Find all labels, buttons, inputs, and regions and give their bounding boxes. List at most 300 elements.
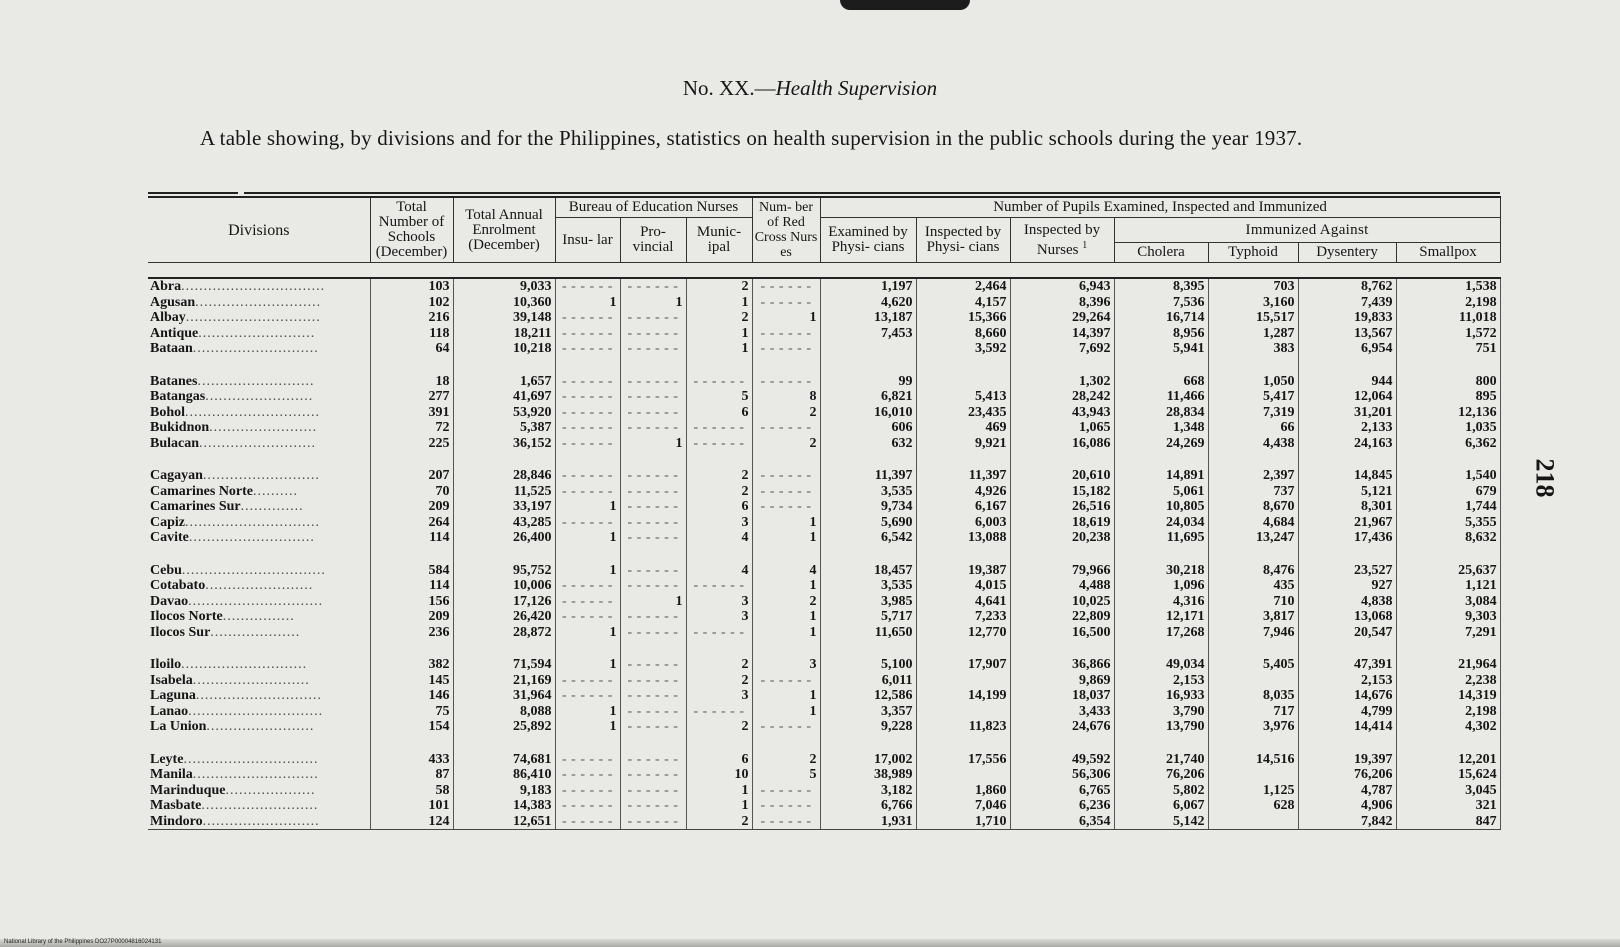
smallpox-cell: 8,632 bbox=[1396, 530, 1500, 546]
spacer-cell bbox=[820, 451, 916, 468]
schools-cell: 64 bbox=[370, 341, 453, 357]
spacer-cell bbox=[620, 451, 686, 468]
smallpox-cell: 11,018 bbox=[1396, 310, 1500, 326]
typhoid-cell: 7,946 bbox=[1208, 625, 1298, 641]
provincial-blank-cell: - - - - - - bbox=[620, 484, 686, 500]
spacer-cell bbox=[1396, 451, 1500, 468]
cholera-cell: 12,171 bbox=[1114, 609, 1208, 625]
spacer-cell bbox=[370, 546, 453, 563]
spacer-cell bbox=[686, 451, 752, 468]
municipal-cell: 2 bbox=[686, 657, 752, 673]
dysentery-cell: 4,799 bbox=[1298, 704, 1396, 720]
cholera-cell: 8,395 bbox=[1114, 278, 1208, 295]
spacer-cell bbox=[555, 735, 620, 752]
typhoid-cell: 8,670 bbox=[1208, 499, 1298, 515]
provincial-blank-cell: - - - - - - bbox=[620, 468, 686, 484]
leader-dots: ............................ bbox=[192, 341, 319, 356]
insular-cell: 1 bbox=[555, 530, 620, 546]
page-edge-shadow bbox=[840, 0, 970, 10]
header-immunized-group: Immunized Against bbox=[1114, 218, 1500, 243]
leader-dots: .............................. bbox=[188, 703, 324, 719]
division-name: Bulacan bbox=[150, 435, 200, 451]
inspected-nurses-cell: 79,966 bbox=[1010, 563, 1114, 579]
red-cross-blank-cell: - - - - - - bbox=[752, 484, 820, 500]
division-name: Leyte bbox=[150, 751, 184, 767]
header-dysentery: Dysentery bbox=[1298, 243, 1396, 263]
table-row bbox=[148, 436, 1500, 452]
red-cross-blank-cell: - - - - - - bbox=[752, 278, 820, 295]
insular-blank-cell: - - - - - - bbox=[555, 341, 620, 357]
table-row bbox=[148, 752, 1500, 768]
cholera-cell: 3,790 bbox=[1114, 704, 1208, 720]
dysentery-cell: 13,068 bbox=[1298, 609, 1396, 625]
typhoid-cell: 14,516 bbox=[1208, 752, 1298, 768]
examined-physicians-cell: 3,535 bbox=[820, 484, 916, 500]
spacer-cell bbox=[1298, 640, 1396, 657]
division-cell bbox=[148, 499, 370, 515]
examined-physicians-cell: 3,182 bbox=[820, 783, 916, 799]
division-name: Davao bbox=[150, 593, 189, 609]
page-bottom-edge bbox=[0, 939, 1620, 947]
enrolment-cell: 53,920 bbox=[453, 405, 555, 421]
table-row bbox=[148, 767, 1500, 783]
health-supervision-table bbox=[148, 196, 1501, 830]
spacer-cell bbox=[555, 640, 620, 657]
smallpox-cell: 4,302 bbox=[1396, 719, 1500, 735]
insular-cell: 1 bbox=[555, 625, 620, 641]
municipal-cell: 4 bbox=[686, 530, 752, 546]
inspected-nurses-cell: 20,238 bbox=[1010, 530, 1114, 546]
division-cell bbox=[148, 278, 370, 295]
insular-cell: 1 bbox=[555, 295, 620, 311]
cholera-cell: 16,714 bbox=[1114, 310, 1208, 326]
smallpox-cell: 21,964 bbox=[1396, 657, 1500, 673]
table-row bbox=[148, 563, 1500, 579]
enrolment-cell: 10,006 bbox=[453, 578, 555, 594]
table-row bbox=[148, 688, 1500, 704]
typhoid-cell: 717 bbox=[1208, 704, 1298, 720]
cholera-cell: 13,790 bbox=[1114, 719, 1208, 735]
leader-dots: .......................... bbox=[192, 672, 310, 688]
header-divisions: Divisions bbox=[148, 197, 370, 263]
enrolment-cell: 14,383 bbox=[453, 798, 555, 814]
dysentery-cell: 19,397 bbox=[1298, 752, 1396, 768]
examined-physicians-cell: 7,453 bbox=[820, 326, 916, 342]
inspected-physicians-cell bbox=[916, 767, 1010, 783]
spacer-cell bbox=[1208, 357, 1298, 374]
cholera-cell: 14,891 bbox=[1114, 468, 1208, 484]
dysentery-cell: 13,567 bbox=[1298, 326, 1396, 342]
dysentery-cell: 31,201 bbox=[1298, 405, 1396, 421]
header-schools: Total Number of Schools (December) bbox=[370, 197, 453, 263]
spacer-cell bbox=[820, 357, 916, 374]
page-number: 218 bbox=[1530, 458, 1560, 498]
insular-cell: 1 bbox=[555, 704, 620, 720]
enrolment-cell: 74,681 bbox=[453, 752, 555, 768]
schools-cell: 87 bbox=[370, 767, 453, 783]
examined-physicians-cell: 4,620 bbox=[820, 295, 916, 311]
spacer-cell bbox=[686, 546, 752, 563]
group-spacer bbox=[148, 357, 1500, 374]
division-cell bbox=[148, 436, 370, 452]
leader-dots: .......................... bbox=[199, 435, 317, 451]
spacer-cell bbox=[620, 357, 686, 374]
smallpox-cell: 15,624 bbox=[1396, 767, 1500, 783]
examined-physicians-cell: 16,010 bbox=[820, 405, 916, 421]
municipal-cell: 1 bbox=[686, 295, 752, 311]
division-cell bbox=[148, 657, 370, 673]
dysentery-cell: 14,414 bbox=[1298, 719, 1396, 735]
enrolment-cell: 86,410 bbox=[453, 767, 555, 783]
header-red-cross: Num- ber of Red Cross Nurs es bbox=[752, 197, 820, 263]
dysentery-cell: 7,842 bbox=[1298, 814, 1396, 830]
municipal-cell: 10 bbox=[686, 767, 752, 783]
inspected-nurses-cell: 22,809 bbox=[1010, 609, 1114, 625]
provincial-blank-cell: - - - - - - bbox=[620, 673, 686, 689]
typhoid-cell: 4,438 bbox=[1208, 436, 1298, 452]
cholera-cell: 8,956 bbox=[1114, 326, 1208, 342]
municipal-cell: 3 bbox=[686, 594, 752, 610]
leader-dots: ................ bbox=[222, 609, 295, 624]
red-cross-cell: 1 bbox=[752, 704, 820, 720]
leader-dots: .......................... bbox=[201, 798, 319, 813]
schools-cell: 145 bbox=[370, 673, 453, 689]
spacer-cell bbox=[1396, 357, 1500, 374]
insular-cell: 1 bbox=[555, 657, 620, 673]
provincial-blank-cell: - - - - - - bbox=[620, 530, 686, 546]
inspected-nurses-cell: 18,037 bbox=[1010, 688, 1114, 704]
division-name: Abra bbox=[150, 279, 182, 294]
typhoid-cell: 3,160 bbox=[1208, 295, 1298, 311]
typhoid-cell: 628 bbox=[1208, 798, 1298, 814]
header-cholera: Cholera bbox=[1114, 243, 1208, 263]
examined-physicians-cell: 5,717 bbox=[820, 609, 916, 625]
schools-cell: 277 bbox=[370, 389, 453, 405]
inspected-physicians-cell: 11,397 bbox=[916, 468, 1010, 484]
division-name: Antique bbox=[150, 325, 199, 341]
cholera-cell: 11,695 bbox=[1114, 530, 1208, 546]
spacer-cell bbox=[820, 735, 916, 752]
examined-physicians-cell: 9,734 bbox=[820, 499, 916, 515]
inspected-physicians-cell: 15,366 bbox=[916, 310, 1010, 326]
spacer-cell bbox=[1298, 546, 1396, 563]
spacer-cell bbox=[370, 357, 453, 374]
header-nurses-group: Bureau of Education Nurses bbox=[555, 197, 752, 218]
division-cell bbox=[148, 578, 370, 594]
red-cross-blank-cell: - - - - - - bbox=[752, 814, 820, 830]
typhoid-cell: 15,517 bbox=[1208, 310, 1298, 326]
inspected-nurses-cell: 26,516 bbox=[1010, 499, 1114, 515]
rule-left bbox=[148, 192, 238, 194]
smallpox-cell: 321 bbox=[1396, 798, 1500, 814]
inspected-nurses-cell: 16,500 bbox=[1010, 625, 1114, 641]
municipal-cell: 3 bbox=[686, 609, 752, 625]
inspected-nurses-cell: 43,943 bbox=[1010, 405, 1114, 421]
division-cell bbox=[148, 420, 370, 436]
enrolment-cell: 25,892 bbox=[453, 719, 555, 735]
red-cross-cell: 2 bbox=[752, 752, 820, 768]
provincial-blank-cell: - - - - - - bbox=[620, 374, 686, 390]
provincial-blank-cell: - - - - - - bbox=[620, 310, 686, 326]
municipal-blank-cell: - - - - - - bbox=[686, 704, 752, 720]
examined-physicians-cell: 632 bbox=[820, 436, 916, 452]
insular-cell: 1 bbox=[555, 499, 620, 515]
header-inspected-physicians: Inspected by Physi- cians bbox=[916, 218, 1010, 263]
provincial-blank-cell: - - - - - - bbox=[620, 278, 686, 295]
division-name: Ilocos Norte bbox=[150, 609, 223, 624]
table-row bbox=[148, 374, 1500, 390]
red-cross-blank-cell: - - - - - - bbox=[752, 374, 820, 390]
smallpox-cell: 1,744 bbox=[1396, 499, 1500, 515]
dysentery-cell: 21,967 bbox=[1298, 515, 1396, 531]
examined-physicians-cell: 5,690 bbox=[820, 515, 916, 531]
enrolment-cell: 11,525 bbox=[453, 484, 555, 500]
provincial-blank-cell: - - - - - - bbox=[620, 625, 686, 641]
cholera-cell: 21,740 bbox=[1114, 752, 1208, 768]
inspected-physicians-cell bbox=[916, 374, 1010, 390]
leader-dots: .............................. bbox=[188, 593, 324, 609]
division-name: Bohol bbox=[150, 404, 186, 420]
header-smallpox: Smallpox bbox=[1396, 243, 1500, 263]
spacer-cell bbox=[370, 735, 453, 752]
division-cell bbox=[148, 468, 370, 484]
schools-cell: 207 bbox=[370, 468, 453, 484]
leader-dots: ............................ bbox=[195, 294, 322, 310]
schools-cell: 236 bbox=[370, 625, 453, 641]
red-cross-cell: 2 bbox=[752, 436, 820, 452]
examined-physicians-cell: 99 bbox=[820, 374, 916, 390]
spacer-cell bbox=[752, 451, 820, 468]
schools-cell: 209 bbox=[370, 499, 453, 515]
inspected-physicians-cell: 12,770 bbox=[916, 625, 1010, 641]
spacer-cell bbox=[1298, 735, 1396, 752]
smallpox-cell: 2,198 bbox=[1396, 704, 1500, 720]
examined-physicians-cell: 12,586 bbox=[820, 688, 916, 704]
examined-physicians-cell: 18,457 bbox=[820, 563, 916, 579]
municipal-cell: 4 bbox=[686, 563, 752, 579]
division-name: Camarines Sur bbox=[150, 499, 241, 514]
insular-blank-cell: - - - - - - bbox=[555, 278, 620, 295]
smallpox-cell: 3,045 bbox=[1396, 783, 1500, 799]
table-row bbox=[148, 673, 1500, 689]
smallpox-cell: 1,572 bbox=[1396, 326, 1500, 342]
cholera-cell: 76,206 bbox=[1114, 767, 1208, 783]
inspected-nurses-cell: 9,869 bbox=[1010, 673, 1114, 689]
division-name: Cotabato bbox=[150, 578, 206, 593]
provincial-cell: 1 bbox=[620, 594, 686, 610]
division-name: Agusan bbox=[150, 294, 196, 310]
dysentery-cell: 4,906 bbox=[1298, 798, 1396, 814]
cholera-cell: 5,941 bbox=[1114, 341, 1208, 357]
inspected-physicians-cell: 6,167 bbox=[916, 499, 1010, 515]
enrolment-cell: 17,126 bbox=[453, 594, 555, 610]
division-name: Bukidnon bbox=[150, 420, 210, 435]
schools-cell: 433 bbox=[370, 752, 453, 768]
typhoid-cell: 8,476 bbox=[1208, 563, 1298, 579]
red-cross-cell: 1 bbox=[752, 688, 820, 704]
header-pupils-group: Number of Pupils Examined, Inspected and Immunized bbox=[820, 197, 1500, 218]
inspected-physicians-cell bbox=[916, 704, 1010, 720]
municipal-cell: 6 bbox=[686, 405, 752, 421]
spacer-cell bbox=[555, 451, 620, 468]
smallpox-cell: 25,637 bbox=[1396, 563, 1500, 579]
inspected-physicians-cell: 17,556 bbox=[916, 752, 1010, 768]
division-name: Manila bbox=[150, 767, 193, 782]
inspected-nurses-cell: 29,264 bbox=[1010, 310, 1114, 326]
division-cell bbox=[148, 814, 370, 830]
municipal-cell: 1 bbox=[686, 783, 752, 799]
leader-dots: .......................... bbox=[202, 813, 320, 829]
provincial-blank-cell: - - - - - - bbox=[620, 783, 686, 799]
municipal-cell: 3 bbox=[686, 688, 752, 704]
header-typhoid: Typhoid bbox=[1208, 243, 1298, 263]
leader-dots: ........................ bbox=[205, 578, 314, 593]
provincial-cell: 1 bbox=[620, 295, 686, 311]
enrolment-cell: 39,148 bbox=[453, 310, 555, 326]
schools-cell: 124 bbox=[370, 814, 453, 830]
inspected-nurses-cell: 18,619 bbox=[1010, 515, 1114, 531]
leader-dots: ................................ bbox=[181, 279, 326, 294]
typhoid-cell bbox=[1208, 673, 1298, 689]
header-examined-physicians: Examined by Physi- cians bbox=[820, 218, 916, 263]
smallpox-cell: 1,540 bbox=[1396, 468, 1500, 484]
division-cell bbox=[148, 374, 370, 390]
insular-cell: 1 bbox=[555, 563, 620, 579]
cholera-cell: 5,802 bbox=[1114, 783, 1208, 799]
spacer-cell bbox=[916, 640, 1010, 657]
smallpox-cell: 12,201 bbox=[1396, 752, 1500, 768]
insular-blank-cell: - - - - - - bbox=[555, 468, 620, 484]
spacer-cell bbox=[1396, 640, 1500, 657]
schools-cell: 114 bbox=[370, 578, 453, 594]
provincial-blank-cell: - - - - - - bbox=[620, 515, 686, 531]
typhoid-cell: 737 bbox=[1208, 484, 1298, 500]
division-name: Laguna bbox=[150, 688, 196, 703]
dysentery-cell: 4,787 bbox=[1298, 783, 1396, 799]
spacer-cell bbox=[916, 546, 1010, 563]
dysentery-cell: 76,206 bbox=[1298, 767, 1396, 783]
spacer-cell bbox=[1208, 735, 1298, 752]
smallpox-cell: 1,035 bbox=[1396, 420, 1500, 436]
inspected-nurses-cell: 15,182 bbox=[1010, 484, 1114, 500]
smallpox-cell: 2,238 bbox=[1396, 673, 1500, 689]
enrolment-cell: 33,197 bbox=[453, 499, 555, 515]
table-row bbox=[148, 515, 1500, 531]
provincial-cell: 1 bbox=[620, 436, 686, 452]
examined-physicians-cell: 1,931 bbox=[820, 814, 916, 830]
dysentery-cell: 927 bbox=[1298, 578, 1396, 594]
table-row bbox=[148, 278, 1500, 295]
inspected-nurses-cell: 8,396 bbox=[1010, 295, 1114, 311]
spacer-cell bbox=[1010, 451, 1114, 468]
enrolment-cell: 95,752 bbox=[453, 563, 555, 579]
smallpox-cell: 12,136 bbox=[1396, 405, 1500, 421]
inspected-nurses-cell: 6,943 bbox=[1010, 278, 1114, 295]
red-cross-cell: 5 bbox=[752, 767, 820, 783]
dysentery-cell: 47,391 bbox=[1298, 657, 1396, 673]
smallpox-cell: 679 bbox=[1396, 484, 1500, 500]
typhoid-cell: 3,976 bbox=[1208, 719, 1298, 735]
division-cell bbox=[148, 530, 370, 546]
red-cross-blank-cell: - - - - - - bbox=[752, 798, 820, 814]
schools-cell: 103 bbox=[370, 278, 453, 295]
schools-cell: 146 bbox=[370, 688, 453, 704]
enrolment-cell: 28,846 bbox=[453, 468, 555, 484]
enrolment-cell: 18,211 bbox=[453, 326, 555, 342]
insular-blank-cell: - - - - - - bbox=[555, 752, 620, 768]
enrolment-cell: 26,400 bbox=[453, 530, 555, 546]
spacer-cell bbox=[1298, 451, 1396, 468]
examined-physicians-cell: 3,535 bbox=[820, 578, 916, 594]
division-cell bbox=[148, 783, 370, 799]
provincial-blank-cell: - - - - - - bbox=[620, 405, 686, 421]
group-spacer bbox=[148, 451, 1500, 468]
leader-dots: .......................... bbox=[198, 325, 316, 341]
schools-cell: 18 bbox=[370, 374, 453, 390]
table-row bbox=[148, 719, 1500, 735]
municipal-cell: 2 bbox=[686, 468, 752, 484]
inspected-nurses-cell: 24,676 bbox=[1010, 719, 1114, 735]
red-cross-cell: 1 bbox=[752, 578, 820, 594]
typhoid-cell: 3,817 bbox=[1208, 609, 1298, 625]
provincial-blank-cell: - - - - - - bbox=[620, 814, 686, 830]
spacer-cell bbox=[1010, 546, 1114, 563]
spacer-cell bbox=[916, 451, 1010, 468]
insular-cell: 1 bbox=[555, 719, 620, 735]
insular-blank-cell: - - - - - - bbox=[555, 515, 620, 531]
red-cross-cell: 2 bbox=[752, 594, 820, 610]
spacer-cell bbox=[148, 546, 370, 563]
inspected-physicians-cell: 1,860 bbox=[916, 783, 1010, 799]
dysentery-cell: 20,547 bbox=[1298, 625, 1396, 641]
division-cell bbox=[148, 563, 370, 579]
provincial-blank-cell: - - - - - - bbox=[620, 688, 686, 704]
insular-blank-cell: - - - - - - bbox=[555, 783, 620, 799]
spacer-cell bbox=[620, 640, 686, 657]
spacer-cell bbox=[555, 546, 620, 563]
typhoid-cell bbox=[1208, 814, 1298, 830]
spacer-cell bbox=[148, 640, 370, 657]
spacer-cell bbox=[1114, 735, 1208, 752]
typhoid-cell: 13,247 bbox=[1208, 530, 1298, 546]
examined-physicians-cell: 5,100 bbox=[820, 657, 916, 673]
inspected-physicians-cell: 13,088 bbox=[916, 530, 1010, 546]
cholera-cell: 4,316 bbox=[1114, 594, 1208, 610]
division-name: Isabela bbox=[150, 672, 193, 688]
insular-blank-cell: - - - - - - bbox=[555, 374, 620, 390]
schools-cell: 216 bbox=[370, 310, 453, 326]
table-row bbox=[148, 295, 1500, 311]
division-cell bbox=[148, 326, 370, 342]
typhoid-cell: 5,405 bbox=[1208, 657, 1298, 673]
spacer-cell bbox=[148, 357, 370, 374]
division-cell bbox=[148, 798, 370, 814]
schools-cell: 101 bbox=[370, 798, 453, 814]
municipal-cell: 3 bbox=[686, 515, 752, 531]
schools-cell: 114 bbox=[370, 530, 453, 546]
insular-blank-cell: - - - - - - bbox=[555, 389, 620, 405]
leader-dots: ........................ bbox=[209, 420, 318, 435]
inspected-nurses-cell: 1,065 bbox=[1010, 420, 1114, 436]
leader-dots: .......... bbox=[253, 483, 299, 499]
division-name: Mindoro bbox=[150, 813, 203, 829]
division-name: Lanao bbox=[150, 703, 189, 719]
division-name: Cavite bbox=[150, 530, 189, 545]
division-name: Bataan bbox=[150, 341, 193, 356]
spacer-cell bbox=[752, 546, 820, 563]
spacer-cell bbox=[686, 735, 752, 752]
municipal-blank-cell: - - - - - - bbox=[686, 420, 752, 436]
